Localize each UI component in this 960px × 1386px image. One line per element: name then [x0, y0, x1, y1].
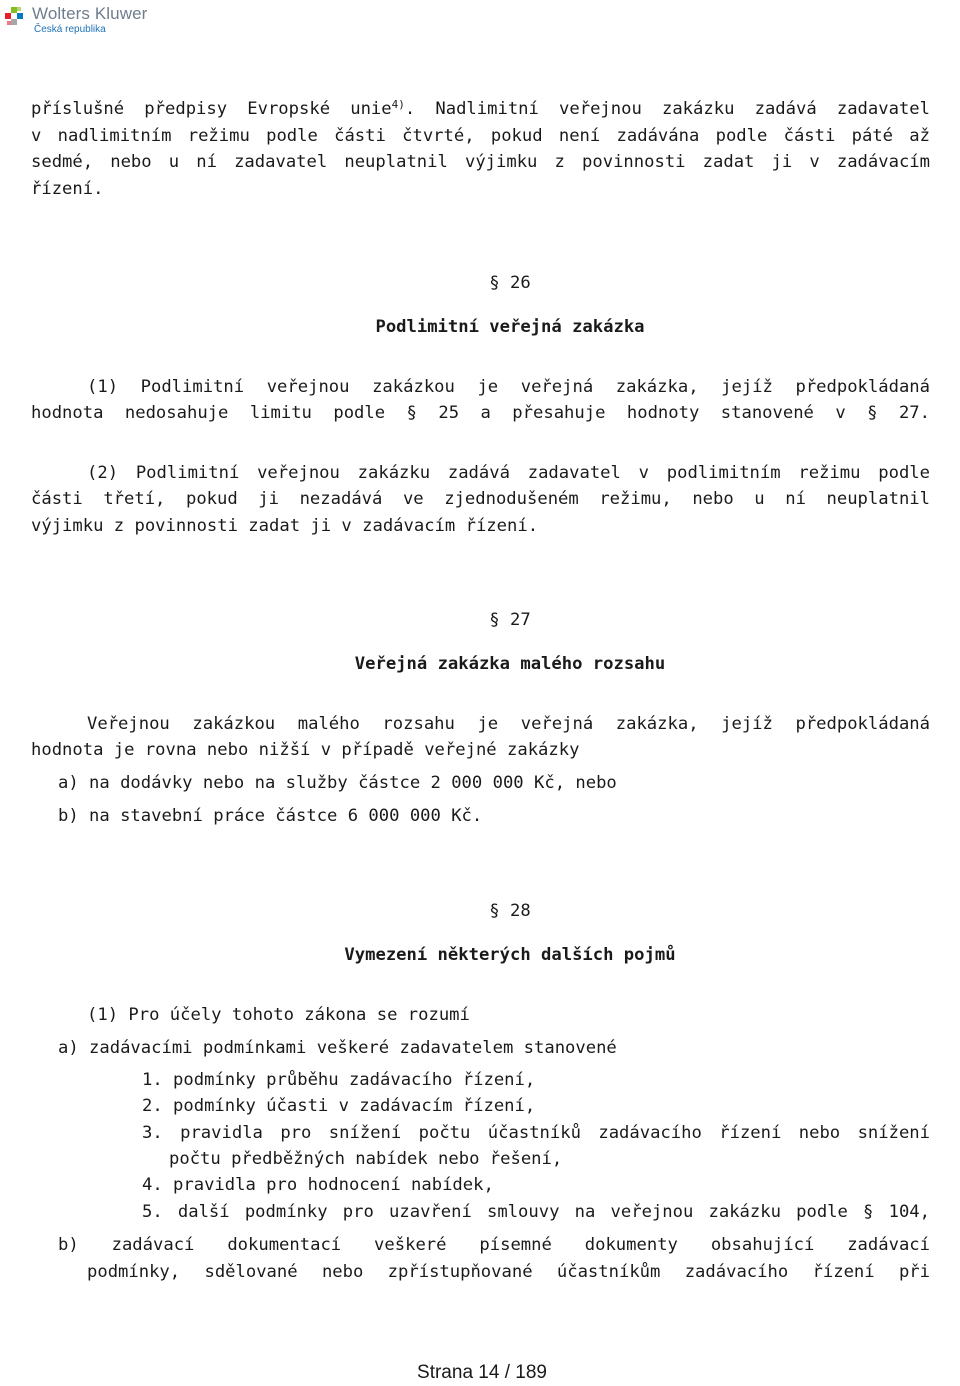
publisher-name: Wolters Kluwer — [32, 4, 148, 23]
s27-p-line-1: Veřejnou zakázkou malého rozsahu je veřejná zakázka, jejíž předpokládaná — [87, 714, 930, 734]
footnote-ref[interactable]: 4) — [391, 98, 405, 111]
s26-p2-line-1: (2) Podlimitní veřejnou zakázku zadává zadavatel v podlimitním režimu podle — [87, 463, 930, 483]
s27-item-b: b) na stavební práce částce 6 000 000 Kč. — [58, 806, 483, 826]
s28-p1: (1) Pro účely tohoto zákona se rozumí — [87, 1005, 470, 1025]
s28-subitem-5: 5. další podmínky pro uzavření smlouvy na veřejnou zakázku podle § 104, — [142, 1202, 930, 1222]
intro-line-4: řízení. — [31, 179, 104, 199]
publisher-subtitle: Česká republika — [34, 24, 106, 35]
s26-p2-line-2: části třetí, pokud ji nezadává ve zjednodušeném režimu, nebo u ní neuplatnil — [31, 489, 930, 509]
intro-line-1: příslušné předpisy Evropské unie$^{4)}$. Nadlimitní veřejnou zakázku zadává zadavatel — [31, 98, 930, 119]
section-28-title: Vymezení některých dalších pojmů — [344, 945, 676, 965]
s26-p2-line-3: výjimku z povinnosti zadat ji v zadávacím řízení. — [31, 516, 539, 536]
section-26-number: § 26 — [489, 273, 531, 293]
intro-line-2: v nadlimitním režimu podle části čtvrté, pokud není zadávána podle části páté až — [31, 126, 930, 146]
s28-item-a: a) zadávacími podmínkami veškeré zadavatelem stanovené — [58, 1038, 617, 1058]
s28-subitem-3-line-2: počtu předběžných nabídek nebo řešení, — [169, 1149, 563, 1169]
s27-p-line-2: hodnota je rovna nebo nižší v případě veřejné zakázky — [31, 740, 580, 760]
publisher-logo — [4, 4, 148, 35]
s28-subitem-4: 4. pravidla pro hodnocení nabídek, — [142, 1175, 494, 1195]
section-27-title: Veřejná zakázka malého rozsahu — [354, 654, 666, 674]
section-28-number: § 28 — [489, 901, 531, 921]
s26-p1-line-2: hodnota nedosahuje limitu podle § 25 a přesahuje hodnoty stanovené v § 27. — [31, 403, 930, 423]
s27-item-a: a) na dodávky nebo na služby částce 2 000 000 Kč, nebo — [58, 773, 617, 793]
s26-p1-line-1: (1) Podlimitní veřejnou zakázkou je veřejná zakázka, jejíž předpokládaná — [87, 377, 930, 397]
section-26-title: Podlimitní veřejná zakázka — [375, 317, 645, 337]
s28-subitem-2: 2. podmínky účasti v zadávacím řízení, — [142, 1096, 536, 1116]
s28-subitem-3-line-1: 3. pravidla pro snížení počtu účastníků zadávacího řízení nebo snížení — [142, 1123, 930, 1143]
intro-line-3: sedmé, nebo u ní zadavatel neuplatnil výjimku z povinnosti zadat ji v zadávacím — [31, 152, 930, 172]
section-27-number: § 27 — [489, 610, 531, 630]
s28-item-b-line-1: b) zadávací dokumentací veškeré písemné dokumenty obsahující zadávací — [58, 1235, 930, 1255]
s28-item-b-line-2: podmínky, sdělované nebo zpřístupňované účastníkům zadávacího řízení při — [87, 1262, 930, 1282]
wolters-kluwer-logo-icon — [4, 6, 28, 30]
page-number: Strana 14 / 189 — [417, 1362, 547, 1383]
s28-subitem-1: 1. podmínky průběhu zadávacího řízení, — [142, 1070, 536, 1090]
